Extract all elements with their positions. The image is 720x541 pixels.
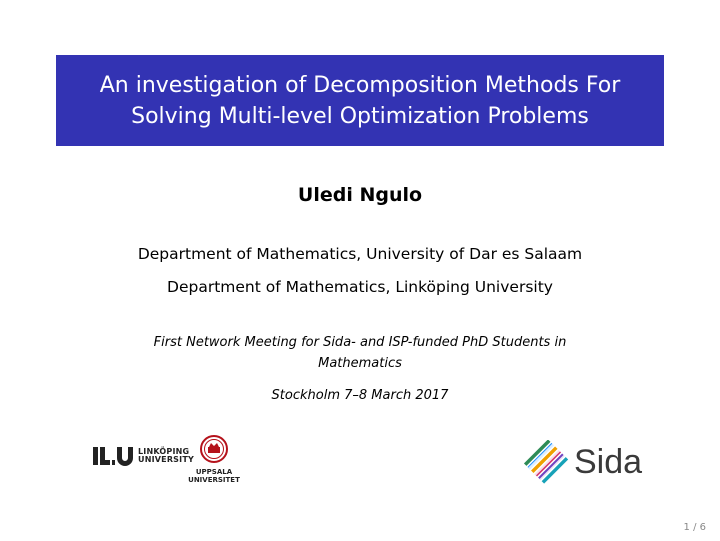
title-line-2: Solving Multi-level Optimization Problems xyxy=(131,103,589,129)
page-number: 1 / 6 xyxy=(683,522,706,533)
uu-logo xyxy=(188,434,240,484)
affiliation-1: Department of Mathematics, University of Dar es Salaam xyxy=(137,245,583,263)
event-date: Stockholm 7–8 March 2017 xyxy=(271,388,449,403)
uu-seal-icon xyxy=(188,434,240,464)
liu-logo-line-1: LINKÖPING xyxy=(138,446,190,456)
affiliation-2: Department of Mathematics, Linköping University xyxy=(167,278,553,296)
title-box xyxy=(56,55,664,146)
liu-logo xyxy=(93,446,194,466)
event-line-1: First Network Meeting for Sida- and ISP-funded PhD Students in xyxy=(153,335,567,350)
sida-mark-icon xyxy=(524,440,572,484)
uu-logo-line-2: UNIVERSITET xyxy=(188,476,240,484)
author-name: Uledi Ngulo xyxy=(297,184,423,206)
liu-logo-line-2: UNIVERSITY xyxy=(138,455,194,464)
uu-logo-line-1: UPPSALA xyxy=(195,468,233,476)
liu-mark-icon xyxy=(93,446,135,466)
event-line-2: Mathematics xyxy=(318,356,402,371)
title-line-1: An investigation of Decomposition Methods For xyxy=(99,72,621,98)
sida-logo xyxy=(524,440,642,484)
sida-logo-text: Sida xyxy=(574,442,643,481)
